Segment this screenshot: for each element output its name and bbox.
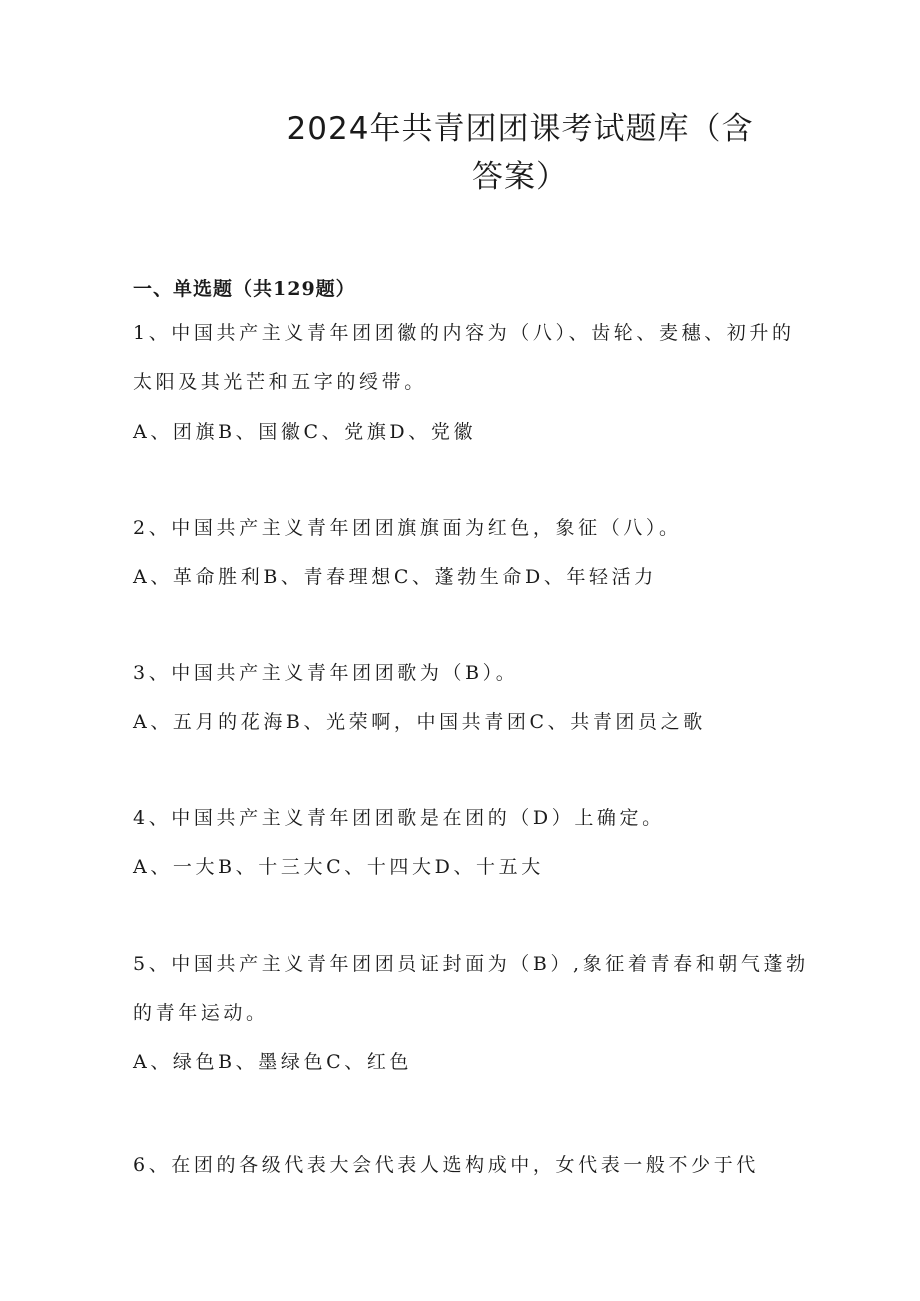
question-5-options: A、绿色B、墨绿色C、红色 (133, 1051, 413, 1073)
question-5-stem-line-1: 5、中国共产主义青年团团员证封面为（B）,象征着青春和朝气蓬勃 (133, 953, 809, 975)
question-2-options: A、革命胜利B、青春理想C、蓬勃生命D、年轻活力 (133, 566, 657, 588)
question-4-stem-line-1: 4、中国共产主义青年团团歌是在团的（D）上确定。 (133, 807, 665, 829)
question-4-options: A、一大B、十三大C、十四大D、十五大 (133, 856, 544, 878)
question-1-stem-line-2: 太阳及其光芒和五字的绶带。 (133, 371, 427, 393)
section-heading: 一、单选题（共129题） (133, 278, 356, 300)
question-2-stem-line-1: 2、中国共产主义青年团团旗旗面为红色，象征（八）。 (133, 517, 682, 539)
question-6-stem-line-1: 6、在团的各级代表大会代表人选构成中，女代表一般不少于代 (133, 1154, 759, 1176)
question-3-stem-line-1: 3、中国共产主义青年团团歌为（B）。 (133, 662, 519, 684)
document-title-line-2: 答案） (472, 159, 568, 195)
question-1-options: A、团旗B、国徽C、党旗D、党徽 (133, 421, 477, 443)
question-5-stem-line-2: 的青年运动。 (133, 1002, 269, 1024)
question-1-stem-line-1: 1、中国共产主义青年团团徽的内容为（八）、齿轮、麦穗、初升的 (133, 322, 795, 344)
question-3-options: A、五月的花海B、光荣啊，中国共青团C、共青团员之歌 (133, 711, 706, 733)
document-title-line-1: 2024年共青团团课考试题库（含 (286, 111, 754, 147)
